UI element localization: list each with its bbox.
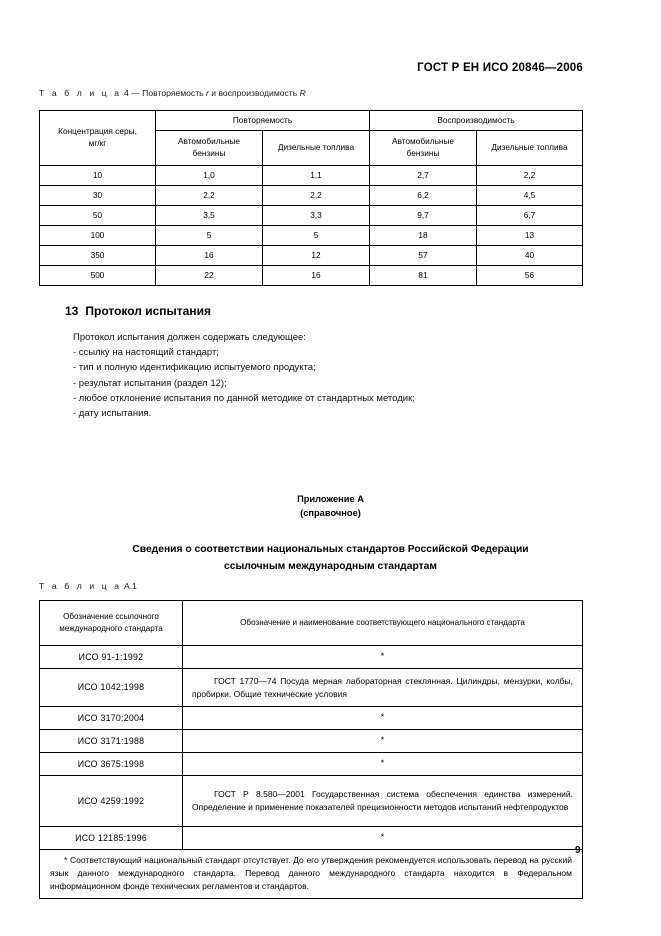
- cell-concentration: 100: [40, 226, 156, 246]
- cell-iso-standard: ИСО 1042:1998: [40, 669, 183, 707]
- cell-national-standard: *: [183, 707, 583, 730]
- cell-r-gasoline: 5: [156, 226, 263, 246]
- table-a1-caption-label: Т а б л и ц а: [39, 581, 122, 591]
- running-header: ГОСТ Р ЕН ИСО 20846—2006: [417, 62, 583, 74]
- table4-caption-symbol-R: R: [299, 88, 306, 98]
- cell-R-gasoline: 2,7: [370, 166, 477, 186]
- header-concentration-line2: мг/кг: [88, 138, 107, 148]
- cell-concentration: 350: [40, 246, 156, 266]
- cell-iso-standard: ИСО 12185:1996: [40, 827, 183, 850]
- cell-national-standard: *: [183, 753, 583, 776]
- table4-caption-dash: —: [131, 88, 140, 98]
- appendix-heading: [0, 492, 661, 520]
- list-item: - любое отклонение испытания по данной методике от стандартных методик;: [73, 392, 415, 404]
- cell-iso-standard: ИСО 3170:2004: [40, 707, 183, 730]
- header-national-designation: Обозначение и наименование соответствующего национального стандарта: [183, 601, 583, 646]
- cell-iso-standard: ИСО 3675:1998: [40, 753, 183, 776]
- table-row: [40, 206, 583, 226]
- table-row: [40, 266, 583, 286]
- cell-national-standard: ГОСТ Р 8.580—2001 Государственная система обеспечения единства измерений. Определение и применение показателей прецизионности методов испытаний нефтепродуктов: [183, 776, 583, 827]
- table-row: [40, 753, 583, 776]
- table-footnote: * Соответствующий национальный стандарт отсутствует. До его утверждения рекомендуется использовать перевод на русский язык данного международного стандарта. Перевод данного международного стандарта находится в Федеральном информационном фонде технических регламентов и стандартов.: [40, 850, 583, 899]
- cell-iso-standard: ИСО 4259:1992: [40, 776, 183, 827]
- cell-r-diesel: 1,1: [263, 166, 370, 186]
- cell-R-diesel: 56: [477, 266, 583, 286]
- cell-r-gasoline: 3,5: [156, 206, 263, 226]
- table4-caption: [39, 88, 306, 98]
- header-iso-line1: Обозначение ссылочного: [63, 612, 159, 622]
- header-group-reproducibility: Воспроизводимость: [370, 111, 583, 131]
- cell-concentration: 30: [40, 186, 156, 206]
- header-reproducibility-diesel: Дизельные топлива: [477, 131, 583, 166]
- table-standards-correspondence: [39, 600, 583, 899]
- cell-concentration: 50: [40, 206, 156, 226]
- table-row: [40, 776, 583, 827]
- table-row: [40, 166, 583, 186]
- cell-R-gasoline: 6,2: [370, 186, 477, 206]
- cell-R-diesel: 6,7: [477, 206, 583, 226]
- table-row-header: [40, 601, 583, 646]
- list-item: - ссылку на настоящий стандарт;: [73, 347, 219, 359]
- table-footnote-row: [40, 850, 583, 899]
- table-row: [40, 827, 583, 850]
- cell-concentration: 10: [40, 166, 156, 186]
- list-item: - дату испытания.: [73, 408, 152, 420]
- cell-R-gasoline: 81: [370, 266, 477, 286]
- table-a1-caption: [39, 581, 137, 591]
- cell-iso-standard: ИСО 3171:1988: [40, 730, 183, 753]
- appendix-title: [0, 542, 661, 575]
- list-item: - тип и полную идентификацию испытуемого продукта;: [73, 362, 316, 374]
- cell-concentration: 500: [40, 266, 156, 286]
- header-rep-gasoline-line1: Автомобильные: [177, 136, 241, 147]
- cell-r-diesel: 2,2: [263, 186, 370, 206]
- table-row: [40, 707, 583, 730]
- appendix-label: Приложение А: [297, 494, 364, 504]
- cell-r-gasoline: 16: [156, 246, 263, 266]
- cell-national-standard: *: [183, 646, 583, 669]
- table4-caption-number: 4: [123, 88, 129, 98]
- cell-national-standard: ГОСТ 1770—74 Посуда мерная лабораторная стеклянная. Цилиндры, мензурки, колбы, пробирки. Общие технические условия: [183, 669, 583, 707]
- cell-R-gasoline: 57: [370, 246, 477, 266]
- header-repr-gasoline-line1: Автомобильные: [391, 136, 455, 147]
- table-row: [40, 669, 583, 707]
- table-repeatability-reproducibility: [39, 110, 583, 286]
- cell-R-diesel: 2,2: [477, 166, 583, 186]
- list-item: - результат испытания (раздел 12);: [73, 377, 227, 389]
- header-reproducibility-gasoline: [370, 131, 477, 166]
- header-repr-gasoline-line2: бензины: [406, 148, 440, 159]
- cell-iso-standard: ИСО 91-1:1992: [40, 646, 183, 669]
- table-row: [40, 646, 583, 669]
- appendix-title-line2: ссылочным международным стандартам: [224, 560, 437, 572]
- header-group-repeatability: Повторяемость: [156, 111, 370, 131]
- header-repeatability-diesel: Дизельные топлива: [263, 131, 370, 166]
- cell-r-diesel: 5: [263, 226, 370, 246]
- cell-r-gasoline: 1,0: [156, 166, 263, 186]
- section-13-title: Протокол испытания: [85, 304, 211, 318]
- cell-r-gasoline: 2,2: [156, 186, 263, 206]
- table-row: [40, 186, 583, 206]
- section-13-heading: [65, 304, 211, 318]
- table-row: [40, 246, 583, 266]
- cell-national-standard: *: [183, 827, 583, 850]
- cell-R-gasoline: 18: [370, 226, 477, 246]
- cell-r-gasoline: 22: [156, 266, 263, 286]
- cell-R-diesel: 13: [477, 226, 583, 246]
- table-row-header-group: [40, 111, 583, 131]
- header-rep-gasoline-line2: бензины: [192, 148, 226, 159]
- cell-R-gasoline: 9,7: [370, 206, 477, 226]
- cell-r-diesel: 3,3: [263, 206, 370, 226]
- header-iso-line2: международного стандарта: [59, 624, 163, 633]
- appendix-title-line1: Сведения о соответствии национальных стандартов Российской Федерации: [132, 544, 529, 555]
- appendix-kind: (справочное): [300, 508, 361, 518]
- table4-caption-text2: и воспроизводимость: [211, 88, 298, 98]
- table4-caption-label: Т а б л и ц а: [39, 88, 122, 98]
- header-concentration: [40, 111, 156, 166]
- header-concentration-line1: Концентрация серы,: [58, 126, 137, 137]
- table-a1-caption-number: А.1: [123, 581, 137, 591]
- cell-r-diesel: 12: [263, 246, 370, 266]
- section-13-body: [73, 330, 415, 421]
- table-row: [40, 730, 583, 753]
- header-iso-designation: [40, 601, 183, 646]
- section-13-number: 13: [65, 304, 79, 318]
- cell-R-diesel: 40: [477, 246, 583, 266]
- section-13-intro: Протокол испытания должен содержать следующее:: [73, 332, 306, 343]
- cell-r-diesel: 16: [263, 266, 370, 286]
- cell-national-standard: *: [183, 730, 583, 753]
- table4-caption-text1: Повторяемость: [142, 88, 204, 98]
- page-number: 9: [575, 845, 581, 856]
- table-row: [40, 226, 583, 246]
- cell-R-diesel: 4,5: [477, 186, 583, 206]
- header-repeatability-gasoline: [156, 131, 263, 166]
- table4-caption-symbol-r: r: [206, 88, 209, 98]
